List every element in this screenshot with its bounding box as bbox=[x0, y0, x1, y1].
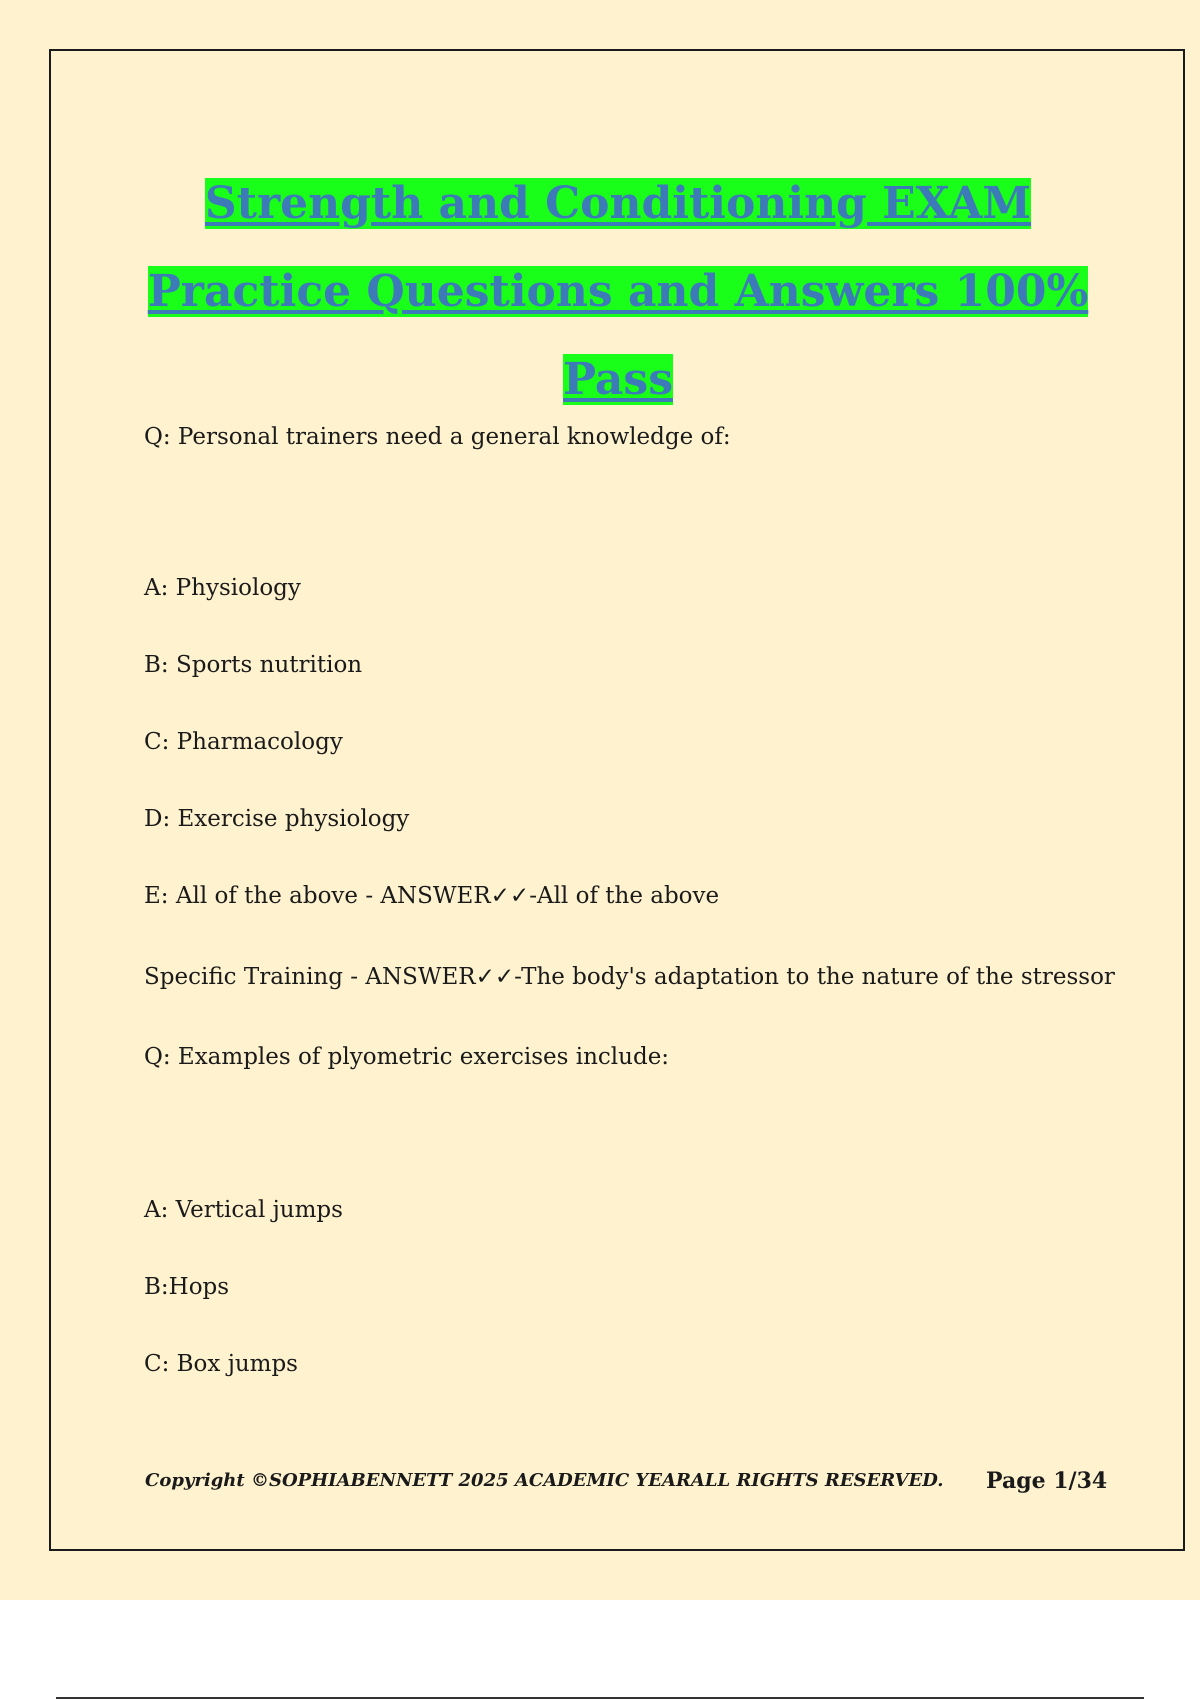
option-e-1: E: All of the above - ANSWER✓✓-All of the above bbox=[144, 883, 720, 909]
option-a-2: A: Vertical jumps bbox=[144, 1197, 343, 1223]
document-title-text: Strength and Conditioning EXAM Practice Questions and Answers 100% Pass bbox=[147, 178, 1089, 405]
footer-copyright: Copyright ©SOPHIABENNETT 2025 ACADEMIC YEARALL RIGHTS RESERVED. bbox=[145, 1470, 944, 1491]
option-d-1: D: Exercise physiology bbox=[144, 806, 410, 832]
document-title bbox=[100, 160, 1136, 424]
option-b-2: B:Hops bbox=[144, 1274, 230, 1300]
page-divider bbox=[56, 1697, 1144, 1699]
option-c-1: C: Pharmacology bbox=[144, 729, 343, 755]
option-a-1: A: Physiology bbox=[144, 575, 301, 601]
definition-specific-training: Specific Training - ANSWER✓✓-The body's adaptation to the nature of the stressor bbox=[144, 964, 1115, 990]
option-c-2: C: Box jumps bbox=[144, 1351, 298, 1377]
question-2: Q: Examples of plyometric exercises include: bbox=[144, 1044, 670, 1070]
question-1: Q: Personal trainers need a general knowledge of: bbox=[144, 424, 731, 450]
option-b-1: B: Sports nutrition bbox=[144, 652, 363, 678]
footer-page-number: Page 1/34 bbox=[986, 1468, 1108, 1494]
